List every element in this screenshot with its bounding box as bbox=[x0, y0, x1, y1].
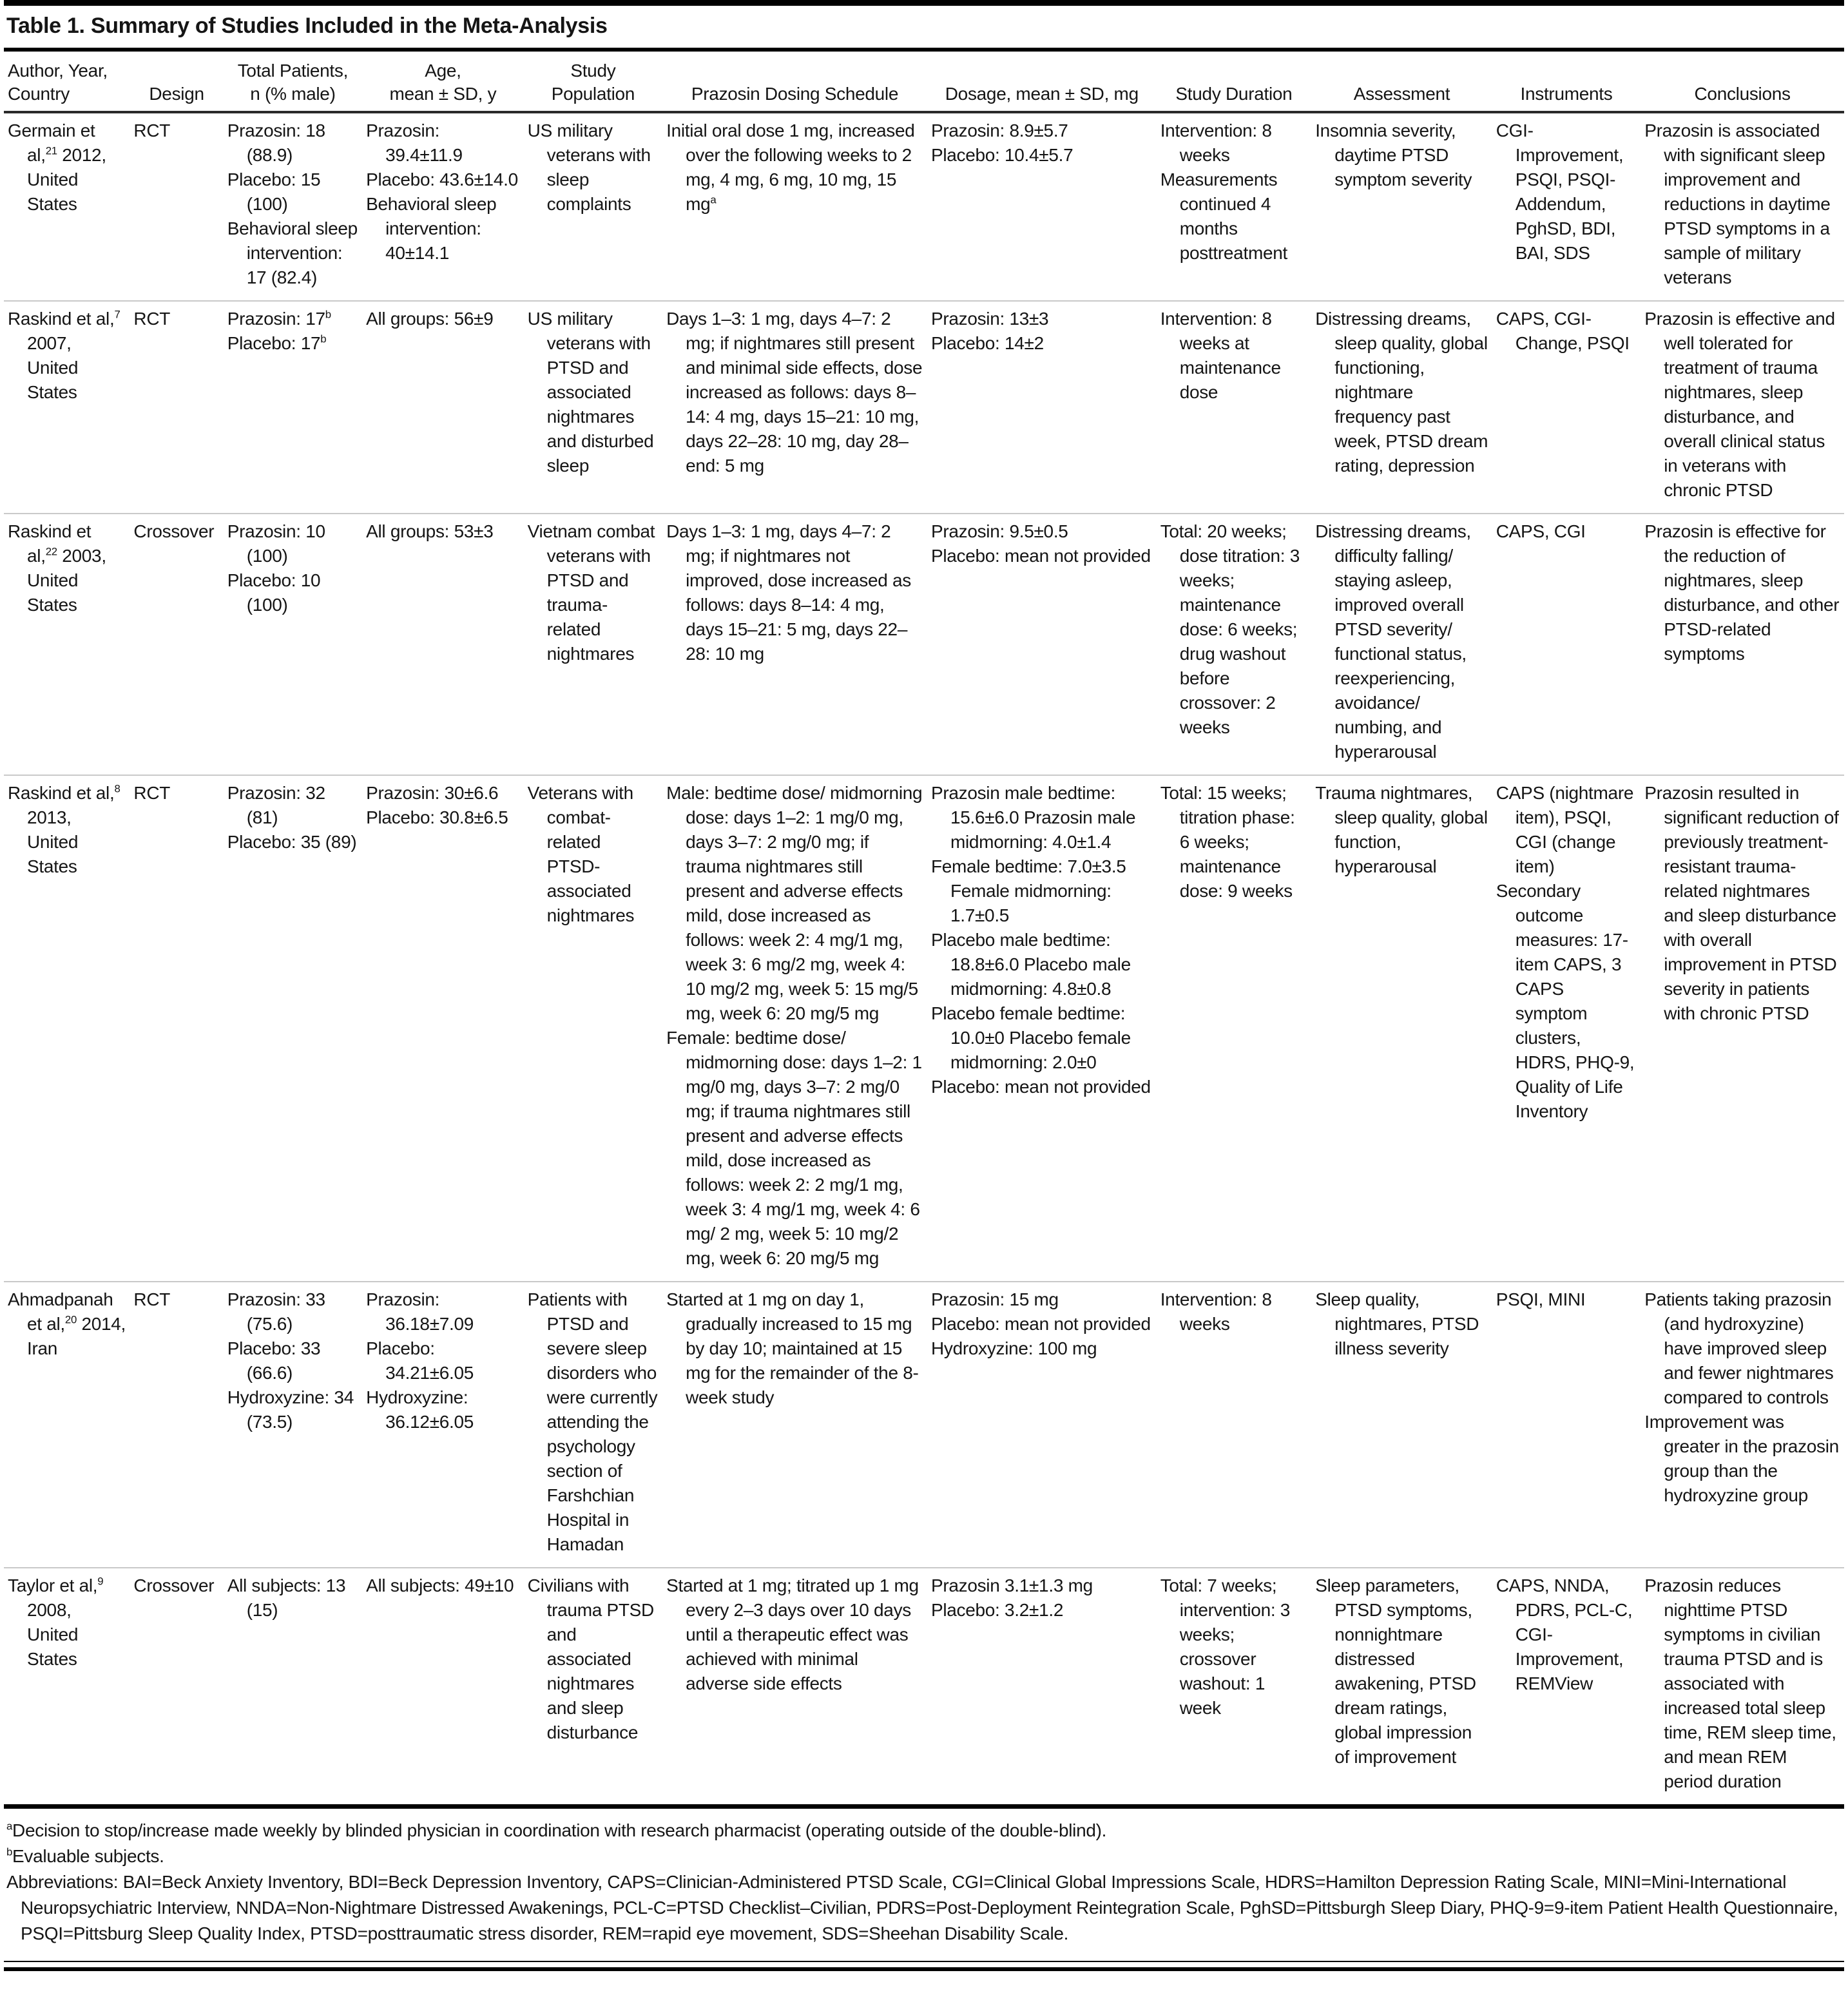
cell-text: Prazosin: 39.4±11.9 bbox=[366, 120, 463, 165]
cell-text: Prazosin: 30±6.6 bbox=[366, 783, 499, 803]
cell-text: All groups: 53±3 bbox=[366, 521, 494, 541]
cell-text: Sleep parameters, PTSD symptoms, nonnightmare distressed awakening, PTSD dream ratings, global impression of improvement bbox=[1315, 1575, 1476, 1767]
cell-dosage bbox=[927, 514, 1157, 775]
cell-dosage bbox=[927, 112, 1157, 301]
cell-conclusions bbox=[1641, 301, 1844, 514]
cell-text: Placebo: mean not provided bbox=[930, 546, 1151, 566]
cell-dosage bbox=[927, 1282, 1157, 1568]
cell-patients bbox=[224, 514, 362, 775]
cell-duration bbox=[1157, 775, 1312, 1282]
header-line: Country bbox=[8, 84, 70, 104]
cell-text: Prazosin: 36.18±7.09 bbox=[366, 1289, 474, 1334]
cell-patients bbox=[224, 775, 362, 1282]
cell-text: Veterans with combat-related PTSD-associated nightmares bbox=[527, 783, 635, 925]
cell-text: Prazosin: 18 (88.9) bbox=[227, 120, 325, 165]
cell-text: Hydroxyzine: 100 mg bbox=[930, 1338, 1097, 1358]
cell-text: Taylor et al,$^9$ 2008, United States bbox=[8, 1575, 104, 1669]
cell-instruments bbox=[1492, 1282, 1641, 1568]
cell-age bbox=[362, 1568, 524, 1804]
cell-text: Secondary outcome measures: 17-item CAPS, 3 CAPS symptom clusters, HDRS, PHQ-9, Quality of Life Inventory bbox=[1496, 881, 1635, 1121]
cell-text: Prazosin: 15 mg bbox=[930, 1289, 1059, 1309]
cell-text: Prazosin resulted in significant reduction of previously treatment-resistant trauma-related nightmares and sleep disturbance with overall improvement in PTSD severity in patients with chronic PTSD bbox=[1644, 783, 1839, 1023]
cell-text: Placebo: 33 (66.6) bbox=[227, 1338, 321, 1383]
cell-text: Placebo: 15 (100) bbox=[227, 169, 321, 214]
cell-text: Placebo: mean not provided bbox=[930, 1077, 1151, 1097]
header-cell-assessment bbox=[1311, 52, 1492, 112]
cell-author bbox=[4, 775, 130, 1282]
cell-conclusions bbox=[1641, 514, 1844, 775]
table-row bbox=[4, 112, 1844, 301]
table-row bbox=[4, 514, 1844, 775]
cell-patients bbox=[224, 301, 362, 514]
cell-text: Trauma nightmares, sleep quality, global function, hyperarousal bbox=[1315, 783, 1488, 876]
footnotes bbox=[4, 1804, 1844, 1954]
cell-duration bbox=[1157, 1282, 1312, 1568]
cell-instruments bbox=[1492, 514, 1641, 775]
header-cell-age bbox=[362, 52, 524, 112]
cell-population bbox=[524, 1568, 662, 1804]
cell-text: All groups: 56±9 bbox=[366, 309, 494, 329]
cell-instruments bbox=[1492, 1568, 1641, 1804]
cell-text: Insomnia severity, daytime PTSD symptom severity bbox=[1315, 120, 1472, 189]
cell-text: Vietnam combat veterans with PTSD and trauma-related nightmares bbox=[527, 521, 655, 664]
table-title: Table 1. Summary of Studies Included in the Meta-Analysis bbox=[6, 14, 608, 38]
cell-text: Prazosin reduces nighttime PTSD symptoms in civilian trauma PTSD and is associated with increased total sleep time, REM sleep time, and mean REM period duration bbox=[1644, 1575, 1836, 1791]
table-row bbox=[4, 1282, 1844, 1568]
cell-text: Placebo: 35 (89) bbox=[227, 832, 357, 852]
cell-text: Days 1–3: 1 mg, days 4–7: 2 mg; if nightmares not improved, dose increased as follows: days 8–14: 4 mg, days 15–21: 5 mg, days 22–28: 10 mg bbox=[666, 521, 911, 664]
cell-assessment bbox=[1311, 301, 1492, 514]
cell-text: Distressing dreams, sleep quality, global functioning, nightmare frequency past week, PTSD dream rating, depression bbox=[1315, 309, 1488, 476]
cell-text: US military veterans with PTSD and associated nightmares and disturbed sleep bbox=[527, 309, 654, 476]
header-line: Age, bbox=[425, 61, 461, 81]
cell-design bbox=[130, 775, 223, 1282]
cell-design bbox=[130, 301, 223, 514]
cell-design bbox=[130, 514, 223, 775]
cell-design bbox=[130, 1568, 223, 1804]
table-row bbox=[4, 1568, 1844, 1804]
header-line: Study bbox=[570, 61, 616, 81]
cell-text: RCT bbox=[133, 783, 171, 803]
cell-age bbox=[362, 1282, 524, 1568]
header-cell-duration bbox=[1157, 52, 1312, 112]
header-cell-dosage bbox=[927, 52, 1157, 112]
cell-text: CAPS, CGI bbox=[1496, 521, 1586, 541]
footnote-a: $^a$Decision to stop/increase made weekly by blinded physician in coordination with research pharmacist (operating outside of the double-blind). bbox=[6, 1820, 1107, 1840]
cell-text: Ahmadpanah et al,$^{20}$ 2014, Iran bbox=[8, 1289, 126, 1358]
cell-text: CAPS, CGI-Change, PSQI bbox=[1496, 309, 1630, 353]
cell-text: Prazosin: 33 (75.6) bbox=[227, 1289, 325, 1334]
cell-text: Placebo: 10 (100) bbox=[227, 570, 321, 615]
cell-conclusions bbox=[1641, 775, 1844, 1282]
header-cell-conclusions bbox=[1641, 52, 1844, 112]
cell-instruments bbox=[1492, 301, 1641, 514]
cell-dosing bbox=[662, 1282, 927, 1568]
cell-author bbox=[4, 1568, 130, 1804]
cell-dosing bbox=[662, 1568, 927, 1804]
cell-dosing bbox=[662, 112, 927, 301]
cell-author bbox=[4, 301, 130, 514]
cell-text: Prazosin: 8.9±5.7 bbox=[930, 120, 1068, 140]
cell-text: Started at 1 mg on day 1, gradually increased to 15 mg by day 10; maintained at 15 mg for the remainder of the 8-week study bbox=[666, 1289, 919, 1407]
cell-text: Prazosin male bedtime: 15.6±6.0 Prazosin male midmorning: 4.0±1.4 bbox=[930, 783, 1136, 852]
cell-text: Prazosin is effective and well tolerated for treatment of trauma nightmares, sleep disturbance, and overall clinical status in veterans with chronic PTSD bbox=[1644, 309, 1835, 500]
cell-text: Hydroxyzine: 34 (73.5) bbox=[227, 1387, 354, 1432]
cell-text: Female bedtime: 7.0±3.5 Female midmorning: 1.7±0.5 bbox=[930, 856, 1126, 925]
cell-text: Placebo: 14±2 bbox=[930, 333, 1044, 353]
cell-text: Intervention: 8 weeks bbox=[1160, 120, 1272, 165]
cell-author bbox=[4, 1282, 130, 1568]
cell-text: Crossover bbox=[133, 1575, 215, 1595]
header-cell-population bbox=[524, 52, 662, 112]
cell-text: Hydroxyzine: 36.12±6.05 bbox=[366, 1387, 474, 1432]
cell-text: Sleep quality, nightmares, PTSD illness severity bbox=[1315, 1289, 1479, 1358]
table-header bbox=[4, 52, 1844, 112]
cell-author bbox=[4, 514, 130, 775]
cell-text: Male: bedtime dose/ midmorning dose: days 1–2: 1 mg/0 mg, days 3–7: 2 mg/0 mg; if trauma nightmares still present and adverse effects mild, dose increased as follows: week 2: 4 mg/1 mg, week 3: 6 mg/2 mg, week 4: 10 mg/2 mg, week 5: 15 mg/5 mg, week 6: 20 mg/5 mg bbox=[666, 783, 923, 1023]
cell-text: All subjects: 13 (15) bbox=[227, 1575, 346, 1620]
cell-text: Prazosin is associated with significant sleep improvement and reductions in daytime PTSD symptoms in a sample of military veterans bbox=[1644, 120, 1831, 287]
cell-text: Prazosin is effective for the reduction of nightmares, sleep disturbance, and other PTSD-related symptoms bbox=[1644, 521, 1840, 664]
header-line: Total Patients, bbox=[237, 61, 349, 81]
cell-text: Prazosin: 10 (100) bbox=[227, 521, 325, 566]
cell-text: Total: 7 weeks; intervention: 3 weeks; crossover washout: 1 week bbox=[1160, 1575, 1291, 1718]
header-line: Prazosin Dosing Schedule bbox=[691, 84, 899, 104]
header-cell-dosing bbox=[662, 52, 927, 112]
cell-text: Prazosin: 9.5±0.5 bbox=[930, 521, 1068, 541]
cell-text: Behavioral sleep intervention: 40±14.1 bbox=[366, 194, 497, 263]
cell-text: Placebo: 43.6±14.0 bbox=[366, 169, 518, 189]
cell-dosage bbox=[927, 301, 1157, 514]
cell-population bbox=[524, 1282, 662, 1568]
cell-text: Placebo: 10.4±5.7 bbox=[930, 145, 1073, 165]
cell-population bbox=[524, 112, 662, 301]
cell-text: Placebo: 30.8±6.5 bbox=[366, 807, 508, 827]
cell-age bbox=[362, 301, 524, 514]
cell-author bbox=[4, 112, 130, 301]
cell-duration bbox=[1157, 112, 1312, 301]
cell-assessment bbox=[1311, 514, 1492, 775]
cell-text: Prazosin: 13±3 bbox=[930, 309, 1049, 329]
cell-text: CAPS (nightmare item), PSQI, CGI (change item) bbox=[1496, 783, 1634, 876]
cell-patients bbox=[224, 112, 362, 301]
cell-duration bbox=[1157, 1568, 1312, 1804]
cell-instruments bbox=[1492, 775, 1641, 1282]
cell-text: CGI-Improvement, PSQI, PSQI-Addendum, PghSD, BDI, BAI, SDS bbox=[1496, 120, 1624, 263]
cell-text: Patients with PTSD and severe sleep disorders who were currently attending the psychology section of Farshchian Hospital in Hamadan bbox=[527, 1289, 658, 1554]
cell-text: Intervention: 8 weeks at maintenance dose bbox=[1160, 309, 1281, 402]
cell-patients bbox=[224, 1282, 362, 1568]
cell-assessment bbox=[1311, 1282, 1492, 1568]
header-line: Author, Year, bbox=[8, 61, 108, 81]
table-row bbox=[4, 301, 1844, 514]
header-line: Conclusions bbox=[1694, 84, 1791, 104]
header-line: n (% male) bbox=[250, 84, 336, 104]
cell-text: Civilians with trauma PTSD and associated nightmares and sleep disturbance bbox=[527, 1575, 654, 1742]
cell-text: Placebo: 17$^b$ bbox=[227, 332, 327, 353]
abbreviations: Abbreviations: BAI=Beck Anxiety Inventory, BDI=Beck Depression Inventory, CAPS=Clinician-Administered PTSD Scale, CGI=Clinical Global Impressions Scale, HDRS=Hamilton Depression Rating Scale, MINI=Mini-International Neuropsychiatric Interview, NNDA=Non-Nightmare Distressed Awakenings, PCL-C=PTSD Checklist–Civilian, PDRS=Post-Deployment Reintegration Scale, PghSD=Pittsburgh Sleep Diary, PHQ-9=9-item Patient Health Questionnaire, PSQI=Pittsburg Sleep Quality Index, PTSD=posttraumatic stress disorder, REM=rapid eye movement, SDS=Sheehan Disability Scale. bbox=[6, 1872, 1838, 1943]
cell-text: CAPS, NNDA, PDRS, PCL-C, CGI-Improvement, REMView bbox=[1496, 1575, 1633, 1693]
cell-text: RCT bbox=[133, 309, 171, 329]
cell-text: Placebo: 3.2±1.2 bbox=[930, 1600, 1064, 1620]
cell-text: Days 1–3: 1 mg, days 4–7: 2 mg; if nightmares still present and minimal side effects, dose increased as follows: days 8–14: 4 mg, days 15–21: 10 mg, days 22–28: 10 mg, day 28–end: 5 mg bbox=[666, 309, 923, 476]
cell-text: US military veterans with sleep complaints bbox=[527, 120, 651, 214]
cell-design bbox=[130, 112, 223, 301]
cell-text: Raskind et al,$^8$ 2013, United States bbox=[8, 782, 120, 876]
cell-text: Started at 1 mg; titrated up 1 mg every 2–3 days over 10 days until a therapeutic effect was achieved with minimal adverse side effects bbox=[666, 1575, 919, 1693]
header-line: Assessment bbox=[1353, 84, 1450, 104]
header-line: Population bbox=[551, 84, 635, 104]
cell-population bbox=[524, 514, 662, 775]
cell-population bbox=[524, 775, 662, 1282]
cell-age bbox=[362, 514, 524, 775]
cell-text: Placebo: 34.21±6.05 bbox=[366, 1338, 474, 1383]
cell-text: PSQI, MINI bbox=[1496, 1289, 1586, 1309]
cell-text: Behavioral sleep intervention: 17 (82.4) bbox=[227, 218, 358, 287]
cell-patients bbox=[224, 1568, 362, 1804]
cell-text: Raskind et al,$^7$ 2007, United States bbox=[8, 308, 120, 402]
footnote-b: $^b$Evaluable subjects. bbox=[6, 1845, 164, 1866]
cell-text: All subjects: 49±10 bbox=[366, 1575, 514, 1595]
header-row bbox=[4, 52, 1844, 112]
summary-table bbox=[4, 52, 1844, 1804]
table-body bbox=[4, 112, 1844, 1804]
cell-text: RCT bbox=[133, 120, 171, 140]
cell-text: Raskind et al,$^{22}$ 2003, United States bbox=[8, 521, 106, 615]
header-line: mean ± SD, y bbox=[389, 84, 497, 104]
cell-text: Improvement was greater in the prazosin group than the hydroxyzine group bbox=[1644, 1412, 1839, 1505]
cell-text: RCT bbox=[133, 1289, 171, 1309]
cell-dosing bbox=[662, 514, 927, 775]
cell-text: Prazosin: 32 (81) bbox=[227, 783, 325, 827]
cell-design bbox=[130, 1282, 223, 1568]
cell-dosage bbox=[927, 775, 1157, 1282]
cell-text: Total: 15 weeks; titration phase: 6 weeks; maintenance dose: 9 weeks bbox=[1160, 783, 1295, 901]
cell-assessment bbox=[1311, 112, 1492, 301]
header-line: Instruments bbox=[1520, 84, 1613, 104]
cell-duration bbox=[1157, 514, 1312, 775]
cell-dosing bbox=[662, 775, 927, 1282]
cell-dosage bbox=[927, 1568, 1157, 1804]
header-cell-patients bbox=[224, 52, 362, 112]
cell-text: Prazosin 3.1±1.3 mg bbox=[930, 1575, 1093, 1595]
cell-text: Distressing dreams, difficulty falling/ staying asleep, improved overall PTSD severity/ functional status, reexperiencing, avoidance/ numbing, and hyperarousal bbox=[1315, 521, 1471, 762]
header-cell-instruments bbox=[1492, 52, 1641, 112]
cell-text: Prazosin: 17$^b$ bbox=[227, 308, 331, 329]
cell-text: Initial oral dose 1 mg, increased over the following weeks to 2 mg, 4 mg, 6 mg, 10 mg, 15 $mg^a$ bbox=[666, 120, 915, 214]
cell-instruments bbox=[1492, 112, 1641, 301]
cell-assessment bbox=[1311, 1568, 1492, 1804]
bottom-rule bbox=[4, 1961, 1844, 1971]
header-line: Dosage, mean ± SD, mg bbox=[945, 84, 1139, 104]
cell-text: Female: bedtime dose/ midmorning dose: days 1–2: 1 mg/0 mg, days 3–7: 2 mg/0 mg; if trauma nightmares still present and adverse effects mild, dose increased as follows: week 2: 2 mg/1 mg, week 3: 4 mg/1 mg, week 4: 6 mg/ 2 mg, week 5: 10 mg/2 mg, week 6: 20 mg/5 mg bbox=[666, 1028, 922, 1268]
cell-text: Placebo female bedtime: 10.0±0 Placebo female midmorning: 2.0±0 bbox=[930, 1003, 1131, 1072]
cell-text: Placebo male bedtime: 18.8±6.0 Placebo male midmorning: 4.8±0.8 bbox=[930, 930, 1131, 999]
cell-conclusions bbox=[1641, 1568, 1844, 1804]
header-line: Design bbox=[149, 84, 204, 104]
table-row bbox=[4, 775, 1844, 1282]
cell-dosing bbox=[662, 301, 927, 514]
cell-text: Patients taking prazosin (and hydroxyzine) have improved sleep and fewer nightmares compared to controls bbox=[1644, 1289, 1834, 1407]
cell-assessment bbox=[1311, 775, 1492, 1282]
cell-text: Measurements continued 4 months posttreatment bbox=[1160, 169, 1287, 263]
cell-text: Placebo: mean not provided bbox=[930, 1314, 1151, 1334]
cell-text: Intervention: 8 weeks bbox=[1160, 1289, 1272, 1334]
cell-conclusions bbox=[1641, 112, 1844, 301]
header-line: Study Duration bbox=[1175, 84, 1293, 104]
cell-duration bbox=[1157, 301, 1312, 514]
cell-conclusions bbox=[1641, 1282, 1844, 1568]
cell-age bbox=[362, 112, 524, 301]
header-cell-design bbox=[130, 52, 223, 112]
top-rule bbox=[4, 0, 1844, 6]
header-cell-author bbox=[4, 52, 130, 112]
cell-text: Crossover bbox=[133, 521, 215, 541]
cell-population bbox=[524, 301, 662, 514]
cell-age bbox=[362, 775, 524, 1282]
cell-text: Germain et al,$^{21}$ 2012, United States bbox=[8, 120, 106, 214]
cell-text: Total: 20 weeks; dose titration: 3 weeks; maintenance dose: 6 weeks; drug washout before crossover: 2 weeks bbox=[1160, 521, 1300, 737]
